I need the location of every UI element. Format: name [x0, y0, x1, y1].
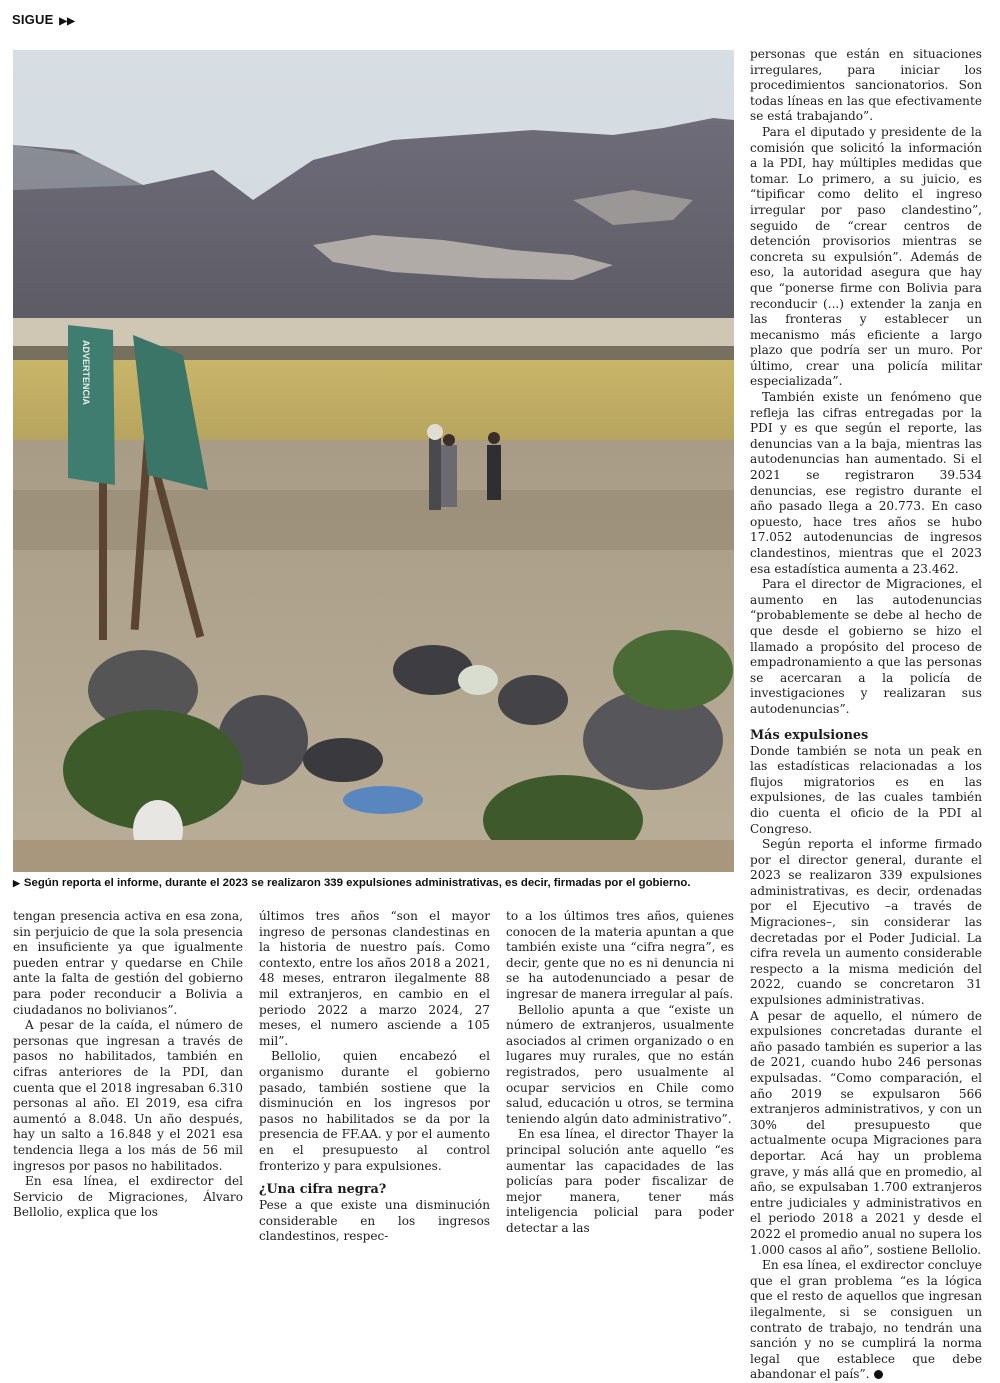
paragraph: También existe un fenómeno que refleja las cifras entregadas por la PDI y es que según el reporte, las denuncias van a la baja, mientras las autodenuncias han aumentado. Si el 2021 se registraron 39.534 denuncias, ese registro durante el año pasado llega a 20.773. En caso opuesto, hace tres años se hubo 17.052 autodenuncias de ingresos clandestinos, mientras que el 2023 esa estadística aumenta a 23.462. — [750, 390, 982, 576]
paragraph — [750, 1258, 982, 1383]
paragraph: Pese a que existe una disminución considerable en los ingresos clandestinos, respec- — [259, 1198, 490, 1244]
paragraph: Para el diputado y presidente de la comisión que solicitó la información a la PDI, hay múltiples medidas que tomar. Lo primero, a su juicio, es “tipificar como delito el ingreso irregular por paso clandestino”, seguido de “crear centros de detención provisorios mientras se concreta su expulsión”. Además de eso, la autoridad asegura que hay que “ponerse firme con Bolivia para reconducir (...) extender la zanja en las fronteras y establecer un mecanismo más eficiente a largo plazo que podría ser un muro. Por último, crear una policía militar especializada”. — [750, 124, 982, 389]
article-column-1 — [13, 909, 243, 1221]
paragraph-text: En esa línea, el exdirector concluye que el gran problema “es la lógica que el resto de aquellos que ingresan ilegalmente, si se consiguen un contrato de trabajo, no tendrán una sanción y no se cumplirá la norma legal que establece que debe abandonar el país”. — [750, 1258, 982, 1382]
paragraph: personas que están en situaciones irregulares, para iniciar los procedimientos sancionatorios. Son todas líneas en las que efectivamente se está trabajando”. — [750, 47, 982, 124]
article-column-4 — [750, 47, 982, 1383]
paragraph: últimos tres años “son el mayor ingreso de personas clandestinas en la historia de nuestro país. Como contexto, entre los años 2018 a 2021, 48 meses, entraron ilegalmente 88 mil extranjeros, en cambio en el periodo 2022 a marzo 2024, 27 meses, el numero asciende a 105 mil”. — [259, 909, 490, 1048]
caption-text: Según reporta el informe, durante el 2023 se realizaron 339 expulsiones administrativas, es decir, firmadas por el gobierno. — [23, 877, 691, 889]
paragraph: Bellolio apunta a que “existe un número de extranjeros, usualmente asociados al crimen organizado o en lugares muy rurales, que no están registrados, pero usualmente al ocupar servicios en Chile como salud, educación u otros, se termina teniendo algún dato administrativo”. — [506, 1002, 734, 1126]
paragraph: A pesar de la caída, el número de personas que ingresan a través de pasos no habilitados, también en cifras anteriores de la PDI, dan cuenta que el 2018 ingresaban 6.310 personas al año. El 2019, esa cifra aumentó a 8.048. Un año después, hay un salto a 16.848 y el 2021 esa tendencia llega a los más de 56 mil ingresos por pasos no habilitados. — [13, 1018, 243, 1173]
paragraph: to a los últimos tres años, quienes conocen de la materia apuntan a que también existe una “cifra negra”, es decir, gente que no es ni denuncia ni se ha autodenunciado a pesar de ingresar de manera irregular al país. — [506, 909, 734, 1001]
article-photo — [13, 50, 734, 872]
subheading: Más expulsiones — [750, 727, 869, 743]
paragraph: En esa línea, el exdirector del Servicio de Migraciones, Álvaro Bellolio, explica que los — [13, 1174, 243, 1220]
double-arrow-right-icon: ▶▶ — [59, 16, 76, 27]
article-column-3 — [506, 909, 734, 1236]
photo-caption — [13, 877, 734, 889]
paragraph: Para el director de Migraciones, el aumento en las autodenuncias “probablemente se debe al hecho de que desde el gobierno se hizo el llamado a propósito del proceso de empadronamiento a que las personas se acercaran a la policía de investigaciones y realizaran sus autodenuncias”. — [750, 577, 982, 716]
article-column-2 — [259, 909, 490, 1245]
desert-border-photo — [13, 50, 734, 872]
paragraph: En esa línea, el director Thayer la principal solución ante aquello “es aumentar las capacidades de las policías para poder fiscalizar de mejor manera, tener más inteligencia policial para poder detectar a las — [506, 1127, 734, 1235]
paragraph: Bellolio, quien encabezó el organismo durante el gobierno pasado, también sostiene que la disminución en los ingresos por pasos no habilitados se da por la presencia de FF.AA. y por el aumento en el presupuesto al control fronterizo y para expulsiones. — [259, 1049, 490, 1173]
end-mark-icon — [874, 1370, 883, 1379]
subheading: ¿Una cifra negra? — [259, 1182, 387, 1198]
triangle-right-icon: ▶ — [13, 878, 20, 888]
paragraph: Donde también se nota un peak en las estadísticas relacionadas a los flujos migratorios es en las expulsiones, de las cuales también dio cuenta el oficio de la PDI al Congreso. — [750, 743, 982, 836]
paragraph: Según reporta el informe firmado por el director general, durante el 2023 se realizaron 339 expulsiones administrativas, es decir, ordenadas por el Ejecutivo –a través de Migraciones–, sin considerar las decretadas por el Poder Judicial. La cifra revela un aumento considerable respecto a la misma medición del 2022, cuando se concretaron 31 expulsiones administrativas. — [750, 837, 982, 1008]
paragraph: tengan presencia activa en esa zona, sin perjuicio de que la sola presencia en insuficiente ya que igualmente pueden entrar y quedarse en Chile ante la falta de gestión del gobierno para poder reconducir a Bolivia a ciudadanos no bolivianos”. — [13, 909, 243, 1017]
paragraph: A pesar de aquello, el número de expulsiones concretadas durante el año pasado también es superior a las de 2021, cuando hubo 246 personas expulsadas. “Como comparación, el año 2019 se expulsaron 566 extranjeros administrativos, y con un 30% del presupuesto que actualmente ocupa Migraciones para deportar. Acá hay un problema grave, y más allá que en promedio, al año, se expulsaban 1.700 extranjeros entre judiciales y administrativos en el periodo 2018 a 2021 y desde el 2022 el promedio anual no supera los 1.000 casos al año”, sostiene Bellolio. — [750, 1008, 982, 1257]
kicker-label: SIGUE — [12, 12, 54, 27]
sign-text: ADVERTENCIA — [81, 340, 91, 406]
section-kicker — [12, 12, 75, 27]
